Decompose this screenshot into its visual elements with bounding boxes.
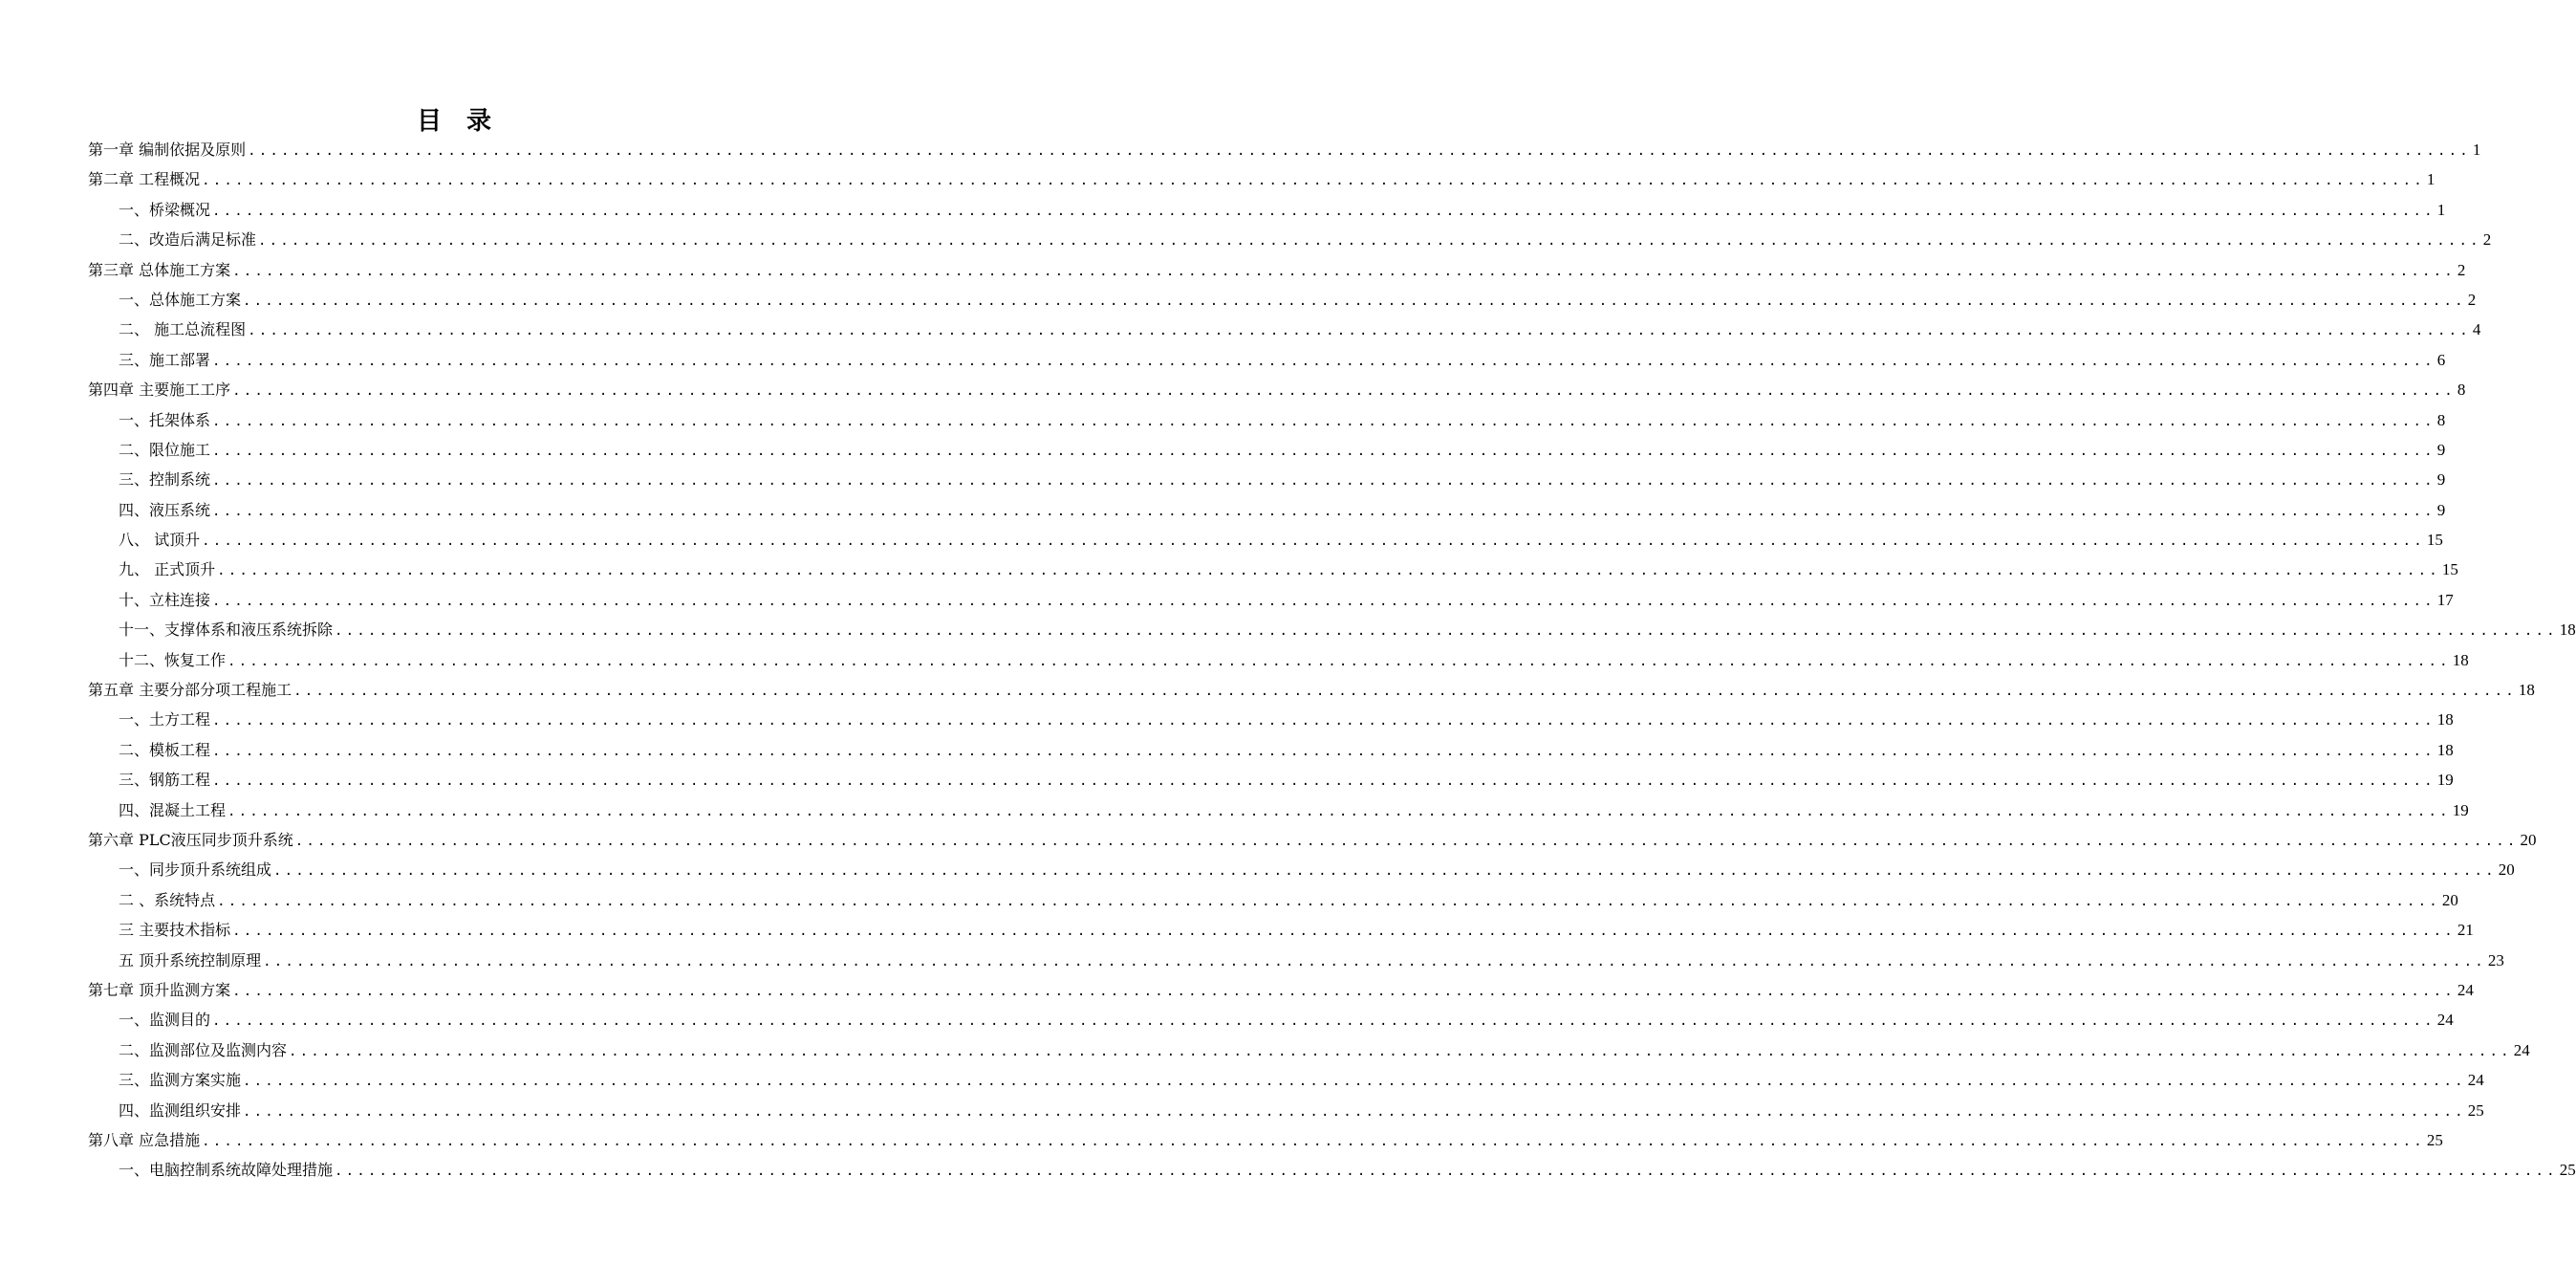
dot-leader: ........................................................................................................................................................................................................ (232, 983, 2456, 999)
table-of-contents (88, 135, 2576, 1186)
dot-leader: ........................................................................................................................................................................................................ (248, 323, 2471, 339)
toc-entry[interactable] (88, 525, 2443, 555)
toc-entry-label: 二 、系统特点 (119, 890, 216, 909)
dot-leader: ........................................................................................................................................................................................................ (232, 263, 2456, 279)
toc-entry-page-number: 23 (2487, 950, 2504, 969)
toc-entry-page-number: 1 (2426, 170, 2435, 189)
toc-entry-label: 第五章 主要分部分项工程施工 (88, 681, 292, 700)
toc-entry-page-number: 9 (2436, 470, 2446, 490)
toc-entry-label: 第一章 编制依据及原则 (88, 141, 247, 159)
dot-leader: ........................................................................................................................................................................................................ (212, 1013, 2435, 1030)
toc-entry-page-number: 24 (2513, 1040, 2530, 1059)
toc-entry[interactable] (88, 495, 2446, 525)
toc-entry-page-number: 21 (2457, 921, 2474, 940)
toc-entry-page-number: 9 (2436, 440, 2446, 459)
toc-entry-label: 三 主要技术指标 (119, 921, 231, 940)
toc-entry-label: 二、改造后满足标准 (119, 230, 257, 250)
toc-entry[interactable] (88, 795, 2469, 825)
toc-entry[interactable] (88, 195, 2446, 225)
toc-entry[interactable] (88, 164, 2435, 194)
toc-entry[interactable] (88, 315, 2481, 344)
toc-entry[interactable] (88, 675, 2535, 705)
dot-leader: ........................................................................................................................................................................................................ (217, 563, 2440, 579)
toc-entry-label: 二、监测部位及监测内容 (119, 1040, 288, 1059)
toc-entry-label: 二、模板工程 (119, 740, 211, 759)
toc-entry-page-number: 24 (2457, 980, 2474, 999)
toc-entry-page-number: 2 (2467, 290, 2477, 309)
toc-entry-page-number: 19 (2436, 771, 2454, 790)
toc-entry-page-number: 18 (2518, 681, 2535, 700)
dot-leader: ........................................................................................................................................................................................................ (294, 833, 2519, 849)
dot-leader: ........................................................................................................................................................................................................ (217, 893, 2440, 909)
toc-entry[interactable] (88, 885, 2458, 915)
toc-entry-label: 一、监测目的 (119, 1011, 211, 1030)
toc-entry[interactable] (88, 825, 2537, 855)
toc-entry[interactable] (88, 735, 2454, 765)
toc-entry-label: 三、钢筋工程 (119, 771, 211, 790)
toc-entry-label: 一、电脑控制系统故障处理措施 (119, 1161, 334, 1180)
toc-entry[interactable] (88, 135, 2481, 164)
toc-entry-page-number: 1 (2472, 141, 2481, 159)
toc-entry-label: 四、液压系统 (119, 500, 211, 519)
toc-entry-label: 十二、恢复工作 (119, 650, 227, 669)
toc-entry-label: 三、控制系统 (119, 470, 211, 490)
dot-leader: ........................................................................................................................................................................................................ (243, 1103, 2466, 1120)
dot-leader: ........................................................................................................................................................................................................ (202, 534, 2425, 550)
toc-entry-page-number: 25 (2559, 1161, 2576, 1180)
toc-entry[interactable] (88, 975, 2474, 1005)
toc-entry-page-number: 2 (2457, 260, 2466, 279)
toc-entry-page-number: 2 (2482, 230, 2492, 250)
toc-entry-page-number: 9 (2436, 500, 2446, 519)
toc-entry-page-number: 20 (2441, 890, 2458, 909)
toc-entry[interactable] (88, 645, 2469, 675)
toc-entry[interactable] (88, 946, 2504, 975)
dot-leader: ........................................................................................................................................................................................................ (202, 173, 2425, 189)
toc-entry-page-number: 20 (2498, 860, 2515, 880)
dot-leader: ........................................................................................................................................................................................................ (289, 1043, 2512, 1059)
toc-entry-page-number: 15 (2441, 560, 2458, 579)
toc-entry-label: 五 顶升系统控制原理 (119, 950, 262, 969)
toc-entry-page-number: 6 (2436, 350, 2446, 369)
toc-entry-label: 四、混凝土工程 (119, 800, 227, 819)
dot-leader: ........................................................................................................................................................................................................ (232, 383, 2456, 400)
dot-leader: ........................................................................................................................................................................................................ (335, 623, 2558, 640)
toc-entry-label: 第六章 PLC液压同步顶升系统 (88, 830, 293, 849)
toc-entry[interactable] (88, 705, 2454, 734)
toc-entry-label: 八、 试顶升 (119, 531, 201, 550)
toc-entry-label: 一、托架体系 (119, 410, 211, 429)
toc-entry-label: 四、监测组织安排 (119, 1100, 242, 1120)
toc-entry-page-number: 8 (2436, 410, 2446, 429)
dot-leader: ........................................................................................................................................................................................................ (263, 953, 2486, 969)
dot-leader: ........................................................................................................................................................................................................ (212, 443, 2435, 459)
dot-leader: ........................................................................................................................................................................................................ (202, 1133, 2425, 1149)
toc-entry[interactable] (88, 585, 2454, 615)
toc-entry-page-number: 24 (2436, 1011, 2454, 1030)
toc-entry-label: 第七章 顶升监测方案 (88, 980, 231, 999)
toc-entry[interactable] (88, 435, 2446, 465)
dot-leader: ........................................................................................................................................................................................................ (212, 353, 2435, 369)
toc-entry[interactable] (88, 1125, 2443, 1155)
dot-leader: ........................................................................................................................................................................................................ (232, 924, 2456, 940)
toc-entry-page-number: 25 (2426, 1130, 2443, 1149)
toc-entry[interactable] (88, 765, 2454, 795)
dot-leader: ........................................................................................................................................................................................................ (212, 743, 2435, 759)
toc-entry-label: 二、限位施工 (119, 440, 211, 459)
dot-leader: ........................................................................................................................................................................................................ (258, 233, 2481, 250)
toc-entry-label: 一、总体施工方案 (119, 290, 242, 309)
toc-entry[interactable] (88, 615, 2576, 644)
toc-entry-page-number: 18 (2559, 621, 2576, 640)
dot-leader: ........................................................................................................................................................................................................ (335, 1164, 2558, 1180)
toc-entry-label: 十、立柱连接 (119, 590, 211, 609)
toc-entry[interactable] (88, 1155, 2576, 1185)
dot-leader: ........................................................................................................................................................................................................ (212, 503, 2435, 519)
dot-leader: ........................................................................................................................................................................................................ (243, 1074, 2466, 1090)
toc-entry[interactable] (88, 1035, 2530, 1065)
toc-title-char-1: 目 (416, 107, 442, 136)
toc-entry[interactable] (88, 555, 2458, 584)
toc-entry-page-number: 4 (2472, 320, 2481, 339)
toc-entry[interactable] (88, 1005, 2454, 1035)
toc-entry-label: 九、 正式顶升 (119, 560, 216, 579)
toc-entry[interactable] (88, 375, 2466, 404)
toc-entry-label: 二、 施工总流程图 (119, 320, 247, 339)
dot-leader: ........................................................................................................................................................................................................ (212, 593, 2435, 609)
dot-leader: ........................................................................................................................................................................................................ (293, 684, 2517, 700)
toc-entry[interactable] (88, 405, 2446, 435)
toc-entry[interactable] (88, 1065, 2484, 1095)
toc-entry-page-number: 17 (2436, 590, 2454, 609)
toc-entry-page-number: 24 (2467, 1071, 2484, 1090)
dot-leader: ........................................................................................................................................................................................................ (248, 143, 2471, 159)
toc-entry-label: 第四章 主要施工工序 (88, 381, 231, 400)
toc-entry[interactable] (88, 465, 2446, 494)
toc-entry-page-number: 18 (2436, 740, 2454, 759)
toc-entry-label: 第三章 总体施工方案 (88, 260, 231, 279)
toc-entry-label: 第二章 工程概况 (88, 170, 201, 189)
toc-entry-label: 一、同步顶升系统组成 (119, 860, 272, 880)
toc-entry[interactable] (88, 915, 2474, 945)
dot-leader: ........................................................................................................................................................................................................ (212, 773, 2435, 790)
dot-leader: ........................................................................................................................................................................................................ (243, 293, 2466, 309)
toc-entry[interactable] (88, 345, 2446, 375)
toc-entry-label: 第八章 应急措施 (88, 1130, 201, 1149)
toc-entry-page-number: 20 (2520, 830, 2537, 849)
toc-entry-page-number: 1 (2436, 200, 2446, 219)
toc-title (0, 105, 908, 138)
toc-entry-page-number: 18 (2452, 650, 2469, 669)
dot-leader: ........................................................................................................................................................................................................ (227, 653, 2451, 669)
dot-leader: ........................................................................................................................................................................................................ (212, 713, 2435, 730)
dot-leader: ........................................................................................................................................................................................................ (212, 473, 2435, 490)
toc-entry[interactable] (88, 225, 2492, 254)
toc-entry-page-number: 19 (2452, 800, 2469, 819)
toc-entry-page-number: 25 (2467, 1100, 2484, 1120)
toc-entry-label: 十一、支撑体系和液压系统拆除 (119, 621, 334, 640)
toc-entry[interactable] (88, 255, 2466, 285)
toc-entry-label: 三、施工部署 (119, 350, 211, 369)
toc-entry[interactable] (88, 1096, 2484, 1125)
toc-entry-page-number: 15 (2426, 531, 2443, 550)
toc-entry-label: 三、监测方案实施 (119, 1071, 242, 1090)
toc-entry-page-number: 8 (2457, 381, 2466, 400)
toc-entry-label: 一、桥梁概况 (119, 200, 211, 219)
toc-entry[interactable] (88, 285, 2477, 315)
dot-leader: ........................................................................................................................................................................................................ (273, 863, 2497, 880)
dot-leader: ........................................................................................................................................................................................................ (227, 803, 2451, 819)
toc-title-char-2: 录 (466, 107, 492, 136)
toc-entry-page-number: 18 (2436, 710, 2454, 730)
toc-entry[interactable] (88, 855, 2515, 884)
dot-leader: ........................................................................................................................................................................................................ (212, 203, 2435, 219)
dot-leader: ........................................................................................................................................................................................................ (212, 413, 2435, 429)
toc-entry-label: 一、土方工程 (119, 710, 211, 730)
